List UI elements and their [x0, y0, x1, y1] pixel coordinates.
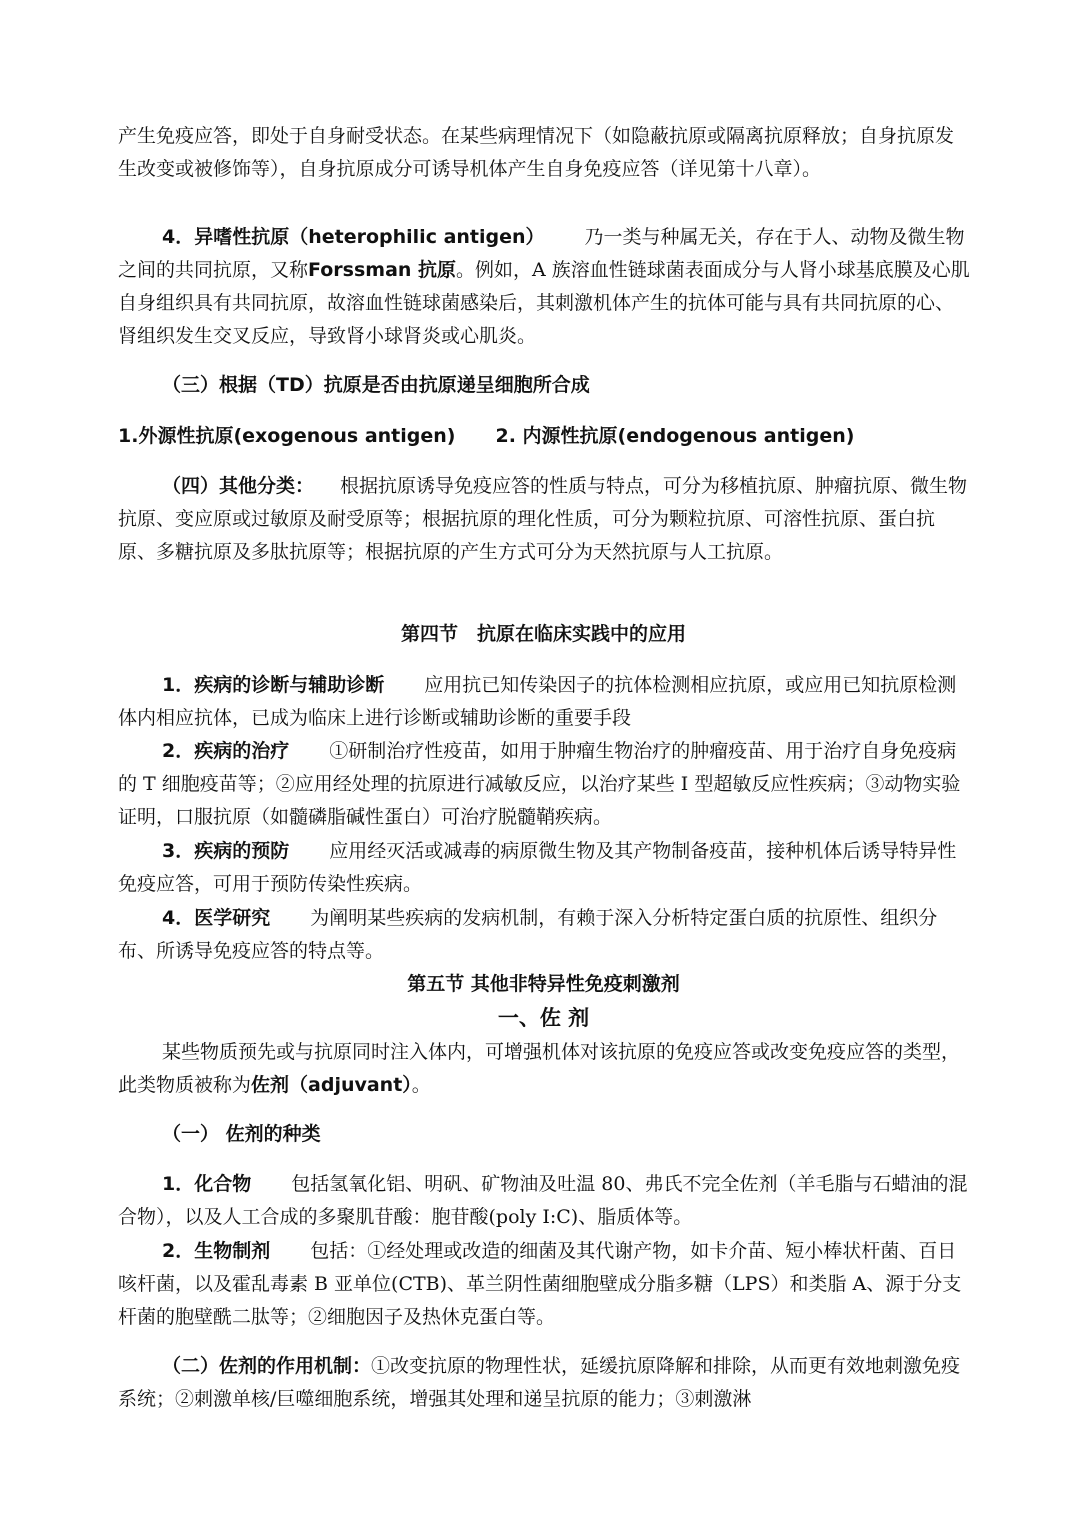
adjuvant-definition-paragraph [118, 1036, 970, 1102]
application-4-text: 为阐明某些疾病的发病机制，有赖于深入分析特定蛋白质的抗原性、组织分布、所诱导免疫应答的特点等。 [118, 907, 938, 962]
kind-1-text: 包括氢氧化铝、明矾、矿物油及吐温 80、弗氏不完全佐剂（羊毛脂与石蜡油的混合物），以及人工合成的多聚肌苷酸：胞苷酸(poly I:C)、脂质体等。 [118, 1173, 968, 1228]
adjuvant-subheading: 一、佐 剂 [497, 1006, 590, 1030]
kind-2-term: 2．生物制剂 [162, 1240, 271, 1262]
kind-2-text: 包括：①经处理或改造的细菌及其代谢产物，如卡介苗、短小棒状杆菌、百日咳杆菌，以及霍乱毒素 B 亚单位(CTB)、革兰阴性菌细胞壁成分脂多糖（LPS）和类脂 A、源于分支杆菌的胞壁酰二肽等；②细胞因子及热休克蛋白等。 [118, 1240, 962, 1328]
kind-2-paragraph [118, 1235, 970, 1334]
adjuvant-definition-text: 某些物质预先或与抗原同时注入体内，可增强机体对该抗原的免疫应答或改变免疫应答的类型，此类物质被称为 [118, 1041, 961, 1096]
forssman-term: Forssman 抗原 [308, 259, 457, 281]
exogenous-antigen: 1.外源性抗原(exogenous antigen) [118, 425, 456, 447]
adjuvant-definition-end: 。 [411, 1074, 431, 1096]
application-3-term: 3．疾病的预防 [162, 840, 290, 862]
heterophilic-text-1: 乃一类与种属无关，存在于人、动物及微生物之间的共同抗原，又称 [118, 226, 965, 281]
heading-td-antigen: （三）根据（TD）抗原是否由抗原递呈细胞所合成 [162, 374, 590, 396]
other-classification-text: 根据抗原诱导免疫应答的性质与特点，可分为移植抗原、肿瘤抗原、微生物抗原、变应原或过敏原及耐受原等；根据抗原的理化性质，可分为颗粒抗原、可溶性抗原、蛋白抗原、多糖抗原及多肽抗原等；根据抗原的产生方式可分为天然抗原与人工抗原。 [118, 475, 968, 563]
application-1-text: 应用抗已知传染因子的抗体检测相应抗原，或应用已知抗原检测体内相应抗体，已成为临床上进行诊断或辅助诊断的重要手段 [118, 674, 957, 729]
mechanism-term: （二）佐剂的作用机制： [162, 1355, 372, 1377]
application-2-paragraph [118, 735, 970, 834]
kind-1-paragraph [118, 1168, 970, 1234]
application-4-paragraph [118, 902, 970, 968]
exogenous-endogenous-line [118, 420, 854, 453]
endogenous-antigen: 2. 内源性抗原(endogenous antigen) [495, 425, 855, 447]
application-1-term: 1．疾病的诊断与辅助诊断 [162, 674, 385, 696]
adjuvant-term: 佐剂（adjuvant） [251, 1074, 412, 1096]
other-classification-paragraph [118, 470, 970, 569]
mechanism-text: ①改变抗原的物理性状，延缓抗原降解和排除，从而更有效地刺激免疫系统；②刺激单核/巨噬细胞系统，增强其处理和递呈抗原的能力；③刺激淋 [118, 1355, 961, 1410]
section-5-heading: 第五节 其他非特异性免疫刺激剂 [407, 973, 680, 995]
adjuvant-kinds-heading: （一） 佐剂的种类 [162, 1123, 321, 1145]
kind-1-term: 1．化合物 [162, 1173, 252, 1195]
application-2-term: 2．疾病的治疗 [162, 740, 290, 762]
heterophilic-term: 4．异嗜性抗原（heterophilic antigen） [162, 226, 545, 248]
application-4-term: 4．医学研究 [162, 907, 271, 929]
application-2-text: ①研制治疗性疫苗，如用于肿瘤生物治疗的肿瘤疫苗、用于治疗自身免疫病的 T 细胞疫苗等；②应用经处理的抗原进行减敏反应，以治疗某些 I 型超敏反应性疾病；③动物实验证明，口服抗原（如髓磷脂碱性蛋白）可治疗脱髓鞘疾病。 [118, 740, 961, 828]
section-4-heading: 第四节 抗原在临床实践中的应用 [400, 623, 686, 645]
other-classification-term: （四）其他分类： [162, 475, 315, 497]
heterophilic-text-2: 。例如，A 族溶血性链球菌表面成分与人肾小球基底膜及心肌自身组织具有共同抗原，故溶血性链球菌感染后，其刺激机体产生的抗体可能与具有共同抗原的心、肾组织发生交叉反应，导致肾小球肾炎或心肌炎。 [118, 259, 970, 347]
heterophilic-paragraph [118, 221, 970, 353]
application-1-paragraph [118, 669, 970, 735]
intro-paragraph: 产生免疫应答，即处于自身耐受状态。在某些病理情况下（如隐蔽抗原或隔离抗原释放；自身抗原发生改变或被修饰等），自身抗原成分可诱导机体产生自身免疫应答（详见第十八章）。 [118, 125, 955, 180]
mechanism-paragraph [118, 1350, 970, 1416]
application-3-text: 应用经灭活或减毒的病原微生物及其产物制备疫苗，接种机体后诱导特异性免疫应答，可用于预防传染性疾病。 [118, 840, 957, 895]
application-3-paragraph [118, 835, 970, 901]
